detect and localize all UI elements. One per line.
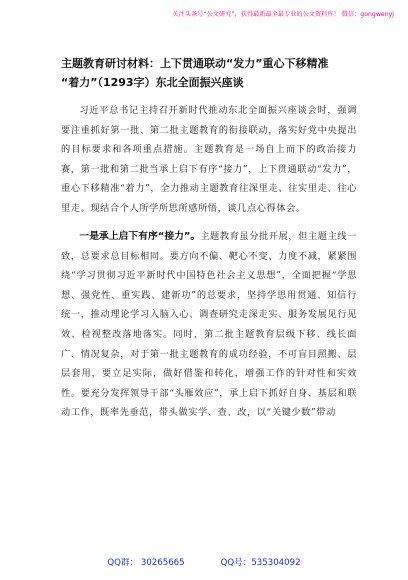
section-1-heading: 一是承上启下有序“接力”。 [79, 231, 201, 243]
header-banner [0, 0, 408, 34]
footer-qq-number: QQ号：535304092 [220, 558, 301, 568]
document-title-line-2: “着力”（1293字）东北全面振兴座谈 [61, 76, 244, 89]
section-1-paragraph [61, 227, 357, 422]
section-1-text: 主题教育虽分批开展，但主题主线一致，总要求总目标相同。要方向不偏、靶心不变、力度不减，紧紧围绕“学习贯彻习近平新时代中国特色社会主义思想”，全面把握“学思想、强党性、重实践、建新功”的总要求，坚持学思用贯通、知信行统一，推动理论学习入脑入心、调查研究走深走实、服务发展见行见效、检视整改落地落实。同时，第二批主题教育层级下移、线长面广、情况复杂，对于第一批主题教育的成功经验，不可盲目照搬、层层套用，要立足实际，做好借鉴和转化，增强工作的针对性和实效性。要充分发挥领导干部“头雁效应”，承上启下抓好自身、基层和联动工作，既率先垂范，带头做实学、查、改，以“关键少数”带动 [61, 231, 357, 419]
document-body [61, 101, 357, 423]
header-banner-text: 关注头条号“公文研究”，获得最新最全最专业的公文资料库！ 微信：gongwenyj [172, 11, 394, 18]
intro-paragraph: 习近平总书记主持召开新时代推动东北全面振兴座谈会时，强调要注重抓好第一批、第二批主题教育的衔接联动，落实好党中央提出的目标要求和各项重点措施。主题教育是一场自上而下的政治接力赛，第一批和第二批当承上启下有序“接力”，上下贯通联动“发力”，重心下移精准“着力”，全力推动主题教育往深里走、往实里走、往心里走。现结合个人所学所思所感所悟，谈几点心得体会。 [61, 105, 357, 214]
document-title-line-1: 主题教育研讨材料：上下贯通联动“发力”重心下移精准 [61, 57, 329, 70]
document-title [61, 54, 361, 92]
footer-qq-group: QQ群： 30265665 [107, 558, 185, 568]
footer-contacts [0, 556, 408, 574]
